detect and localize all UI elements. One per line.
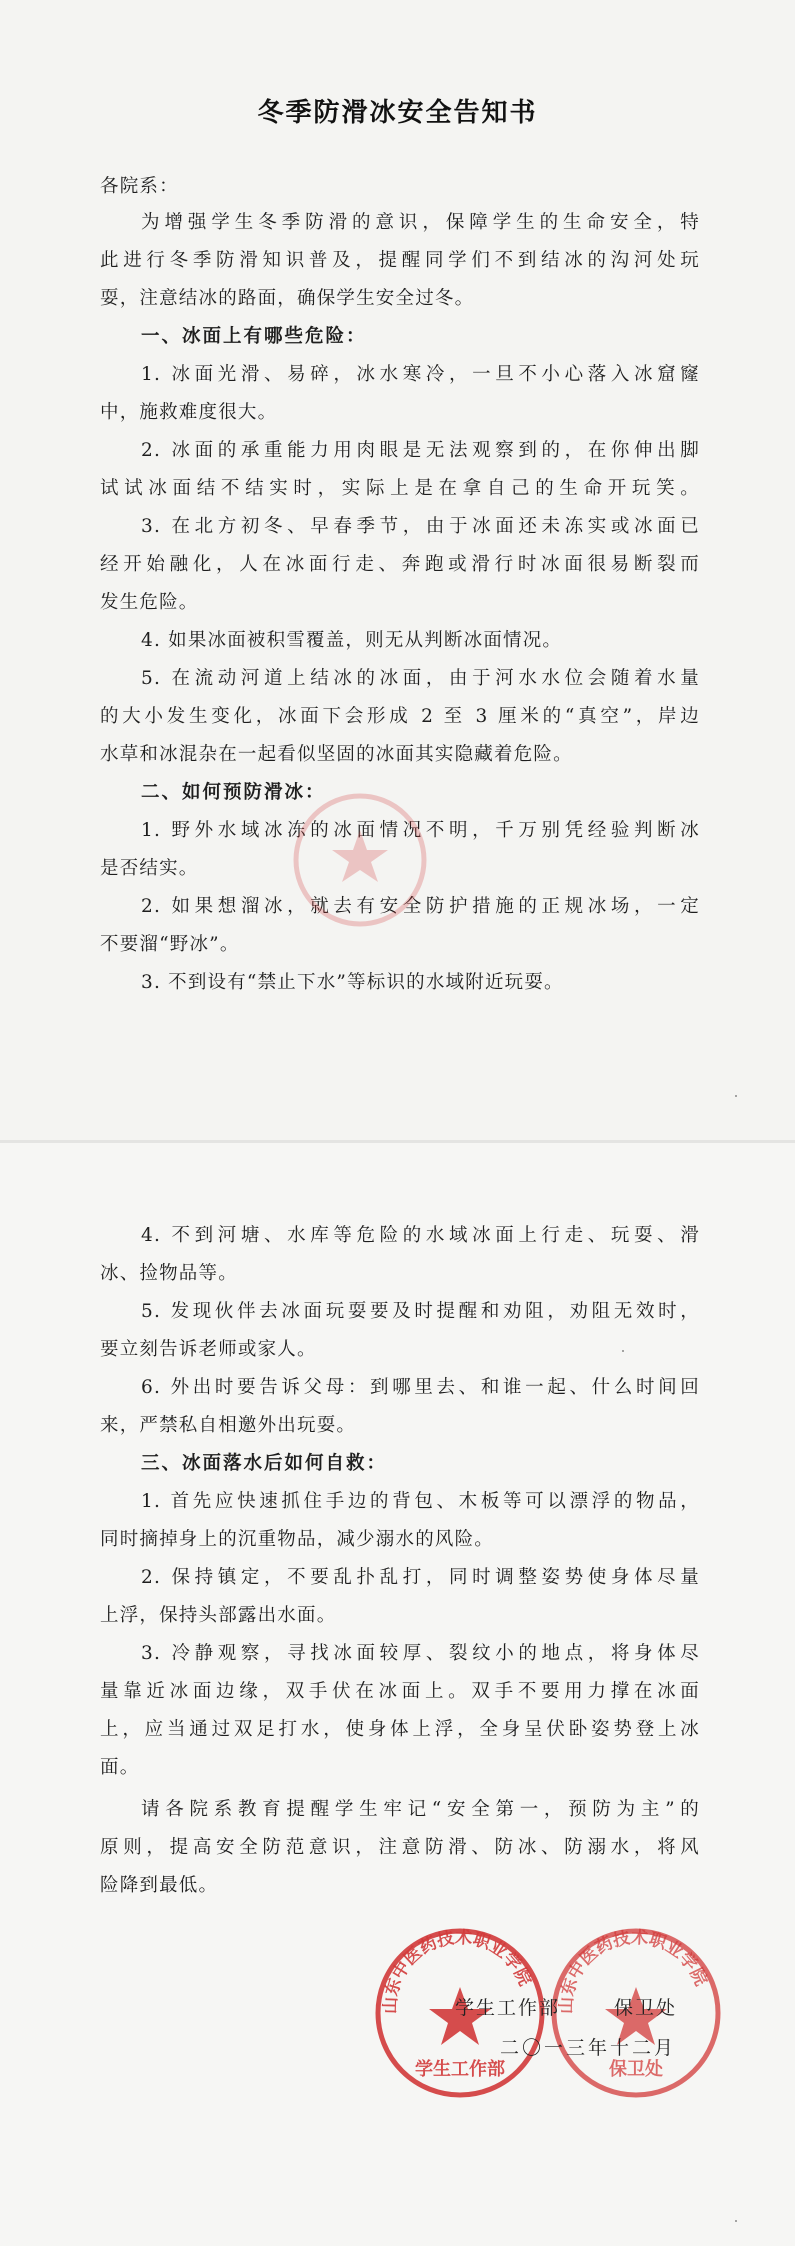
body-line: 上浮，保持头部露出水面。 (100, 1605, 337, 1626)
body-line: 要立刻告诉老师或家人。 (100, 1339, 317, 1360)
intro-line: 为增强学生冬季防滑的意识，保障学生的生命安全，特 (141, 212, 700, 233)
body-line: 试试冰面结不结实时，实际上是在拿自己的生命开玩笑。 (100, 478, 700, 499)
closing-line: 原则，提高安全防范意识，注意防滑、防冰、防溺水，将风 (100, 1837, 700, 1858)
closing-line: 请各院系教育提醒学生牢记“安全第一，预防为主”的 (141, 1799, 700, 1820)
section-heading: 一、冰面上有哪些危险： (141, 326, 367, 347)
body-line: 3. 在北方初冬、早春季节，由于冰面还未冻实或冰面已 (141, 516, 700, 537)
salutation: 各院系： (100, 176, 179, 197)
body-line: 1. 冰面光滑、易碎，冰水寒冷，一旦不小心落入冰窟窿 (141, 364, 700, 385)
section-heading: 三、冰面落水后如何自救： (141, 1453, 388, 1474)
body-line: 3. 不到设有“禁止下水”等标识的水域附近玩耍。 (141, 972, 564, 993)
body-line: 的大小发生变化，冰面下会形成 2 至 3 厘米的“真空”，岸边 (100, 706, 700, 727)
body-line: 2. 冰面的承重能力用肉眼是无法观察到的，在你伸出脚 (141, 440, 700, 461)
intro-line: 耍，注意结冰的路面，确保学生安全过冬。 (100, 288, 475, 309)
body-line: 2. 保持镇定，不要乱扑乱打，同时调整姿势使身体尽量 (141, 1567, 700, 1588)
closing-line: 险降到最低。 (100, 1875, 219, 1896)
seal-center-text: 保卫处 (609, 2059, 663, 2080)
body-line: 1. 野外水域冰冻的冰面情况不明，千万别凭经验判断冰 (141, 820, 700, 841)
body-line: 经开始融化，人在冰面行走、奔跑或滑行时冰面很易断裂而 (100, 554, 700, 575)
body-line: 4. 如果冰面被积雪覆盖，则无从判断冰面情况。 (141, 630, 563, 651)
body-line: 来，严禁私自相邀外出玩耍。 (100, 1415, 357, 1436)
body-line: 上，应当通过双足打水，使身体上浮，全身呈伏卧姿势登上冰 (100, 1719, 700, 1740)
scan-speck (735, 2220, 737, 2222)
body-line: 量靠近冰面边缘，双手伏在冰面上。双手不要用力撑在冰面 (100, 1681, 700, 1702)
body-line: 5. 在流动河道上结冰的冰面，由于河水水位会随着水量 (141, 668, 700, 689)
document-title: 冬季防滑冰安全告知书 (257, 98, 538, 128)
body-line: 1. 首先应快速抓住手边的背包、木板等可以漂浮的物品， (141, 1491, 700, 1512)
signature-date: 二〇一三年十二月 (500, 2037, 677, 2059)
body-line: 水草和冰混杂在一起看似坚固的冰面其实隐藏着危险。 (100, 744, 573, 765)
scan-speck (735, 1095, 737, 1097)
body-line: 冰、捡物品等。 (100, 1263, 238, 1284)
scan-speck (622, 1350, 624, 1352)
body-line: 3. 冷静观察，寻找冰面较厚、裂纹小的地点，将身体尽 (141, 1643, 700, 1664)
signature-student-affairs: 学生工作部 (455, 1997, 561, 2019)
body-line: 5. 发现伙伴去冰面玩耍要及时提醒和劝阻，劝阻无效时， (141, 1301, 700, 1322)
seal-center-text: 学生工作部 (415, 2059, 505, 2080)
body-line: 2. 如果想溜冰，就去有安全防护措施的正规冰场，一定 (141, 896, 700, 917)
body-line: 不要溜“野冰”。 (100, 934, 240, 955)
section-heading: 二、如何预防滑冰： (141, 782, 326, 803)
faint-seal-icon (290, 790, 430, 930)
seal-arc-text: 山东中医药技术职业学院 (556, 1927, 711, 2015)
body-line: 面。 (100, 1757, 140, 1778)
body-line: 中，施救难度很大。 (100, 402, 278, 423)
seal-arc-text: 山东中医药技术职业学院 (380, 1927, 535, 2015)
body-line: 同时摘掉身上的沉重物品，减少溺水的风险。 (100, 1529, 495, 1550)
body-line: 发生危险。 (100, 592, 199, 613)
signature-security-office: 保卫处 (614, 1997, 678, 2019)
intro-line: 此进行冬季防滑知识普及，提醒同学们不到结冰的沟河处玩 (100, 250, 700, 271)
body-line: 6. 外出时要告诉父母：到哪里去、和谁一起、什么时间回 (141, 1377, 700, 1398)
body-line: 是否结实。 (100, 858, 199, 879)
body-line: 4. 不到河塘、水库等危险的水域冰面上行走、玩耍、滑 (141, 1225, 700, 1246)
